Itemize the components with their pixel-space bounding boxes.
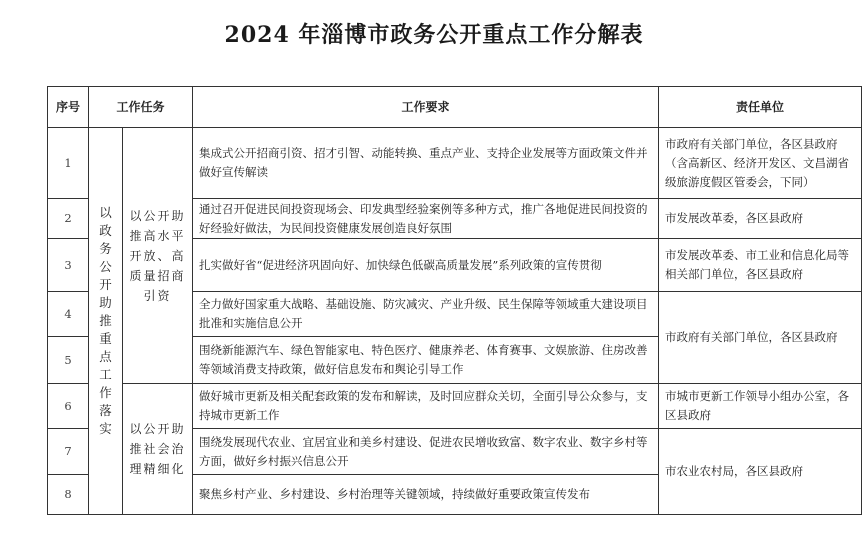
page-title: 2024 年淄博市政务公开重点工作分解表: [224, 22, 644, 48]
subtask-cell: 以公开助推社会治理精细化: [123, 384, 193, 515]
row-requirement: 通过召开促进民间投资现场会、印发典型经验案例等多种方式，推广各地促进民间投资的好经验好做法，为民间投资健康发展创造良好氛围: [193, 199, 659, 239]
row-seq: 4: [48, 292, 89, 337]
row-requirement: 扎实做好省“促进经济巩固向好、加快绿色低碳高质量发展”系列政策的宣传贯彻: [193, 239, 659, 292]
header-requirement: 工作要求: [193, 87, 659, 128]
table-header-row: [48, 87, 862, 128]
header-task: 工作任务: [89, 87, 193, 128]
table-row: [48, 128, 862, 199]
header-seq: 序号: [48, 87, 89, 128]
row-unit: 市政府有关部门单位，各区县政府（含高新区、经济开发区、文昌湖省级旅游度假区管委会，下同）: [659, 128, 862, 199]
category-cell: [89, 128, 123, 515]
row-requirement: 聚焦乡村产业、乡村建设、乡村治理等关键领域，持续做好重要政策宣传发布: [193, 475, 659, 515]
row-unit: 市发展改革委，各区县政府: [659, 199, 862, 239]
subtask-cell: 以公开助推高水平开放、高质量招商引资: [123, 128, 193, 384]
task-table: [47, 86, 862, 515]
row-seq: 2: [48, 199, 89, 239]
category-label: 以政务公开助推重点工作落实: [99, 204, 112, 436]
row-seq: 3: [48, 239, 89, 292]
row-requirement: 围绕新能源汽车、绿色智能家电、特色医疗、健康养老、体育赛事、文娱旅游、住房改善等领域消费支持政策，做好信息发布和舆论引导工作: [193, 337, 659, 384]
row-requirement: 做好城市更新及相关配套政策的发布和解读，及时回应群众关切，全面引导公众参与，支持城市更新工作: [193, 384, 659, 429]
row-unit: 市政府有关部门单位，各区县政府: [659, 292, 862, 384]
row-unit: 市农业农村局，各区县政府: [659, 429, 862, 515]
row-requirement: 围绕发展现代农业、宜居宜业和美乡村建设、促进农民增收致富、数字农业、数字乡村等方面，做好乡村振兴信息公开: [193, 429, 659, 475]
header-unit: 责任单位: [659, 87, 862, 128]
row-requirement: 全力做好国家重大战略、基础设施、防灾减灾、产业升级、民生保障等领域重大建设项目批准和实施信息公开: [193, 292, 659, 337]
row-requirement: 集成式公开招商引资、招才引智、动能转换、重点产业、支持企业发展等方面政策文件并做好宣传解读: [193, 128, 659, 199]
row-seq: 7: [48, 429, 89, 475]
row-seq: 6: [48, 384, 89, 429]
row-unit: 市发展改革委、市工业和信息化局等相关部门单位，各区县政府: [659, 239, 862, 292]
row-seq: 5: [48, 337, 89, 384]
row-unit: 市城市更新工作领导小组办公室，各区县政府: [659, 384, 862, 429]
row-seq: 8: [48, 475, 89, 515]
row-seq: 1: [48, 128, 89, 199]
table-row: [48, 384, 862, 429]
